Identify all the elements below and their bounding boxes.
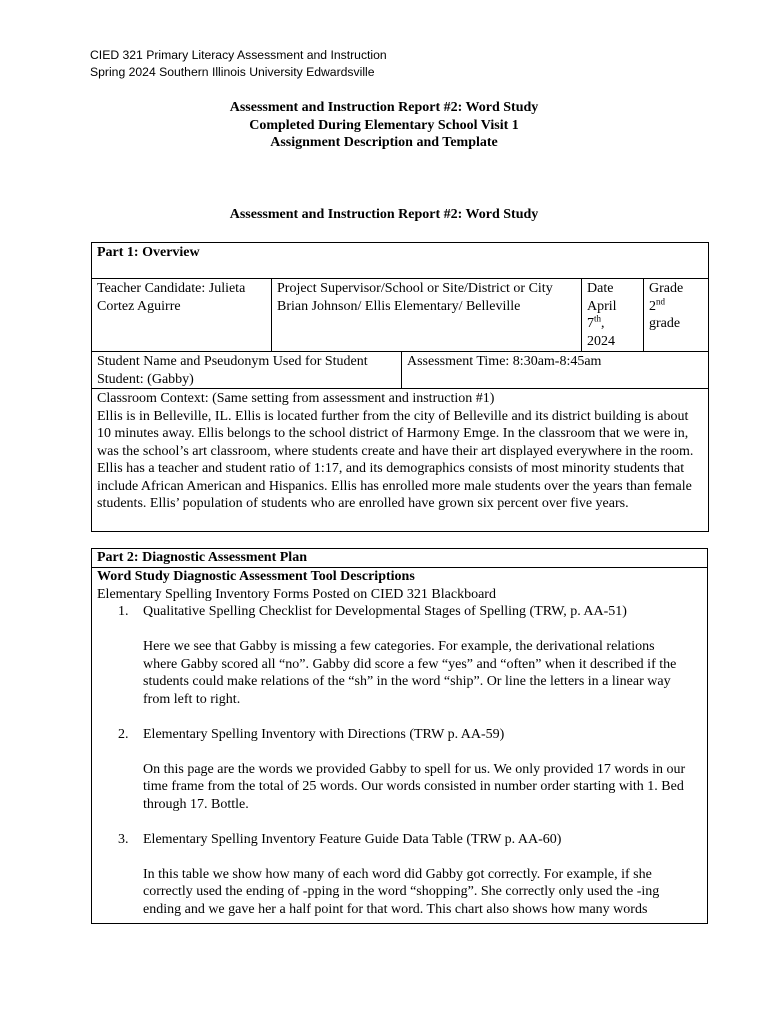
grade-suffix: nd <box>656 295 665 306</box>
grade-cell <box>644 279 709 352</box>
item-number: 2. <box>118 726 129 742</box>
course-header-line: CIED 321 Primary Literacy Assessment and Instruction <box>90 48 387 62</box>
grade-word: grade <box>649 316 681 331</box>
part1-heading: Part 1: Overview <box>92 243 709 279</box>
item-title: Elementary Spelling Inventory Feature Guide Data Table (TRW p. AA-60) <box>143 831 562 847</box>
student-label: Student Name and Pseudonym Used for Student <box>97 354 368 369</box>
date-cell <box>582 279 644 352</box>
forms-line: Elementary Spelling Inventory Forms Posted on CIED 321 Blackboard <box>97 586 496 602</box>
assessment-time-cell <box>402 352 709 389</box>
grade-number-line <box>649 295 703 316</box>
item-description: In this table we show how many of each word did Gabby got correctly. For example, if she correctly used the ending of -pping in the word “shopping”. She correctly only used the -ing ending and we gave her a half point for that word. This chart also shows how many words <box>143 866 660 917</box>
item-title: Elementary Spelling Inventory with Directions (TRW p. AA-59) <box>143 726 505 742</box>
assessment-item-1 <box>97 603 702 708</box>
date-day: 7 <box>587 316 594 331</box>
semester-header-line: Spring 2024 Southern Illinois University Edwardsville <box>90 65 375 79</box>
title-line-2: Completed During Elementary School Visit 1 <box>249 117 519 133</box>
student-cell <box>92 352 402 389</box>
item-title: Qualitative Spelling Checklist for Developmental Stages of Spelling (TRW, p. AA-51) <box>143 604 627 619</box>
diagnostic-plan-table <box>91 548 708 924</box>
student-value: Student: (Gabby) <box>97 371 194 387</box>
classroom-context-text: Ellis is in Belleville, IL. Ellis is located further from the city of Belleville and its district building is about 10 minutes away. Ellis belongs to the school district of Harmony Emge. In the classroom that we were in, was the school’s art classroom, where students create and have their art displayed everywhere in the room. Ellis has a teacher and student ratio of 1:17, and its demographics consists of most minority students that include African American and Hispanics. Ellis has enrolled more male students over the years than female students. Ellis’ population of students who are enrolled have grown six percent over five years. <box>97 408 694 511</box>
assessment-time: Assessment Time: 8:30am-8:45am <box>407 354 602 369</box>
item-description: On this page are the words we provided Gabby to spell for us. We only provided 17 words in our time frame from the total of 25 words. Our words consisted in number order starting with 1. Bed through 17. Bottle. <box>143 761 686 812</box>
assessment-item-3 <box>97 831 702 919</box>
teacher-candidate: Teacher Candidate: Julieta Cortez Aguirre <box>97 281 246 314</box>
item-number: 3. <box>118 831 129 847</box>
date-label: Date <box>587 281 614 296</box>
part2-subheading: Word Study Diagnostic Assessment Tool Descriptions <box>97 569 415 584</box>
overview-table <box>91 242 709 532</box>
assessment-item-2 <box>97 726 702 814</box>
supervisor-value: Brian Johnson/ Ellis Elementary/ Belleville <box>277 298 521 314</box>
classroom-context-label: Classroom Context: (Same setting from assessment and instruction #1) <box>97 391 495 406</box>
classroom-context-cell <box>92 389 709 532</box>
grade-number: 2 <box>649 298 656 314</box>
supervisor-cell <box>272 279 582 352</box>
report-subtitle: Assessment and Instruction Report #2: Word Study <box>229 207 539 222</box>
part2-body <box>92 568 707 918</box>
document-title <box>0 99 768 152</box>
item-number: 1. <box>118 604 129 619</box>
grade-label: Grade <box>649 281 684 296</box>
title-line-3: Assignment Description and Template <box>270 135 498 150</box>
date-day-line <box>587 315 638 333</box>
part2-heading: Part 2: Diagnostic Assessment Plan <box>92 549 707 568</box>
date-day-suffix: th <box>594 313 602 324</box>
date-comma: , <box>601 316 605 331</box>
title-line-1: Assessment and Instruction Report #2: Word Study <box>229 100 539 115</box>
item-description: Here we see that Gabby is missing a few categories. For example, the derivational relations where Gabby scored all “no”. Gabby did score a few “yes” and “often” when it described if the students could make relations of the “sh” in the word “ship”. Or line the letters in a linear way from left to right. <box>143 639 677 707</box>
date-year: 2024 <box>587 333 615 349</box>
teacher-candidate-cell <box>92 279 272 352</box>
supervisor-label: Project Supervisor/School or Site/District or City <box>277 281 553 296</box>
date-month: April <box>587 298 617 314</box>
